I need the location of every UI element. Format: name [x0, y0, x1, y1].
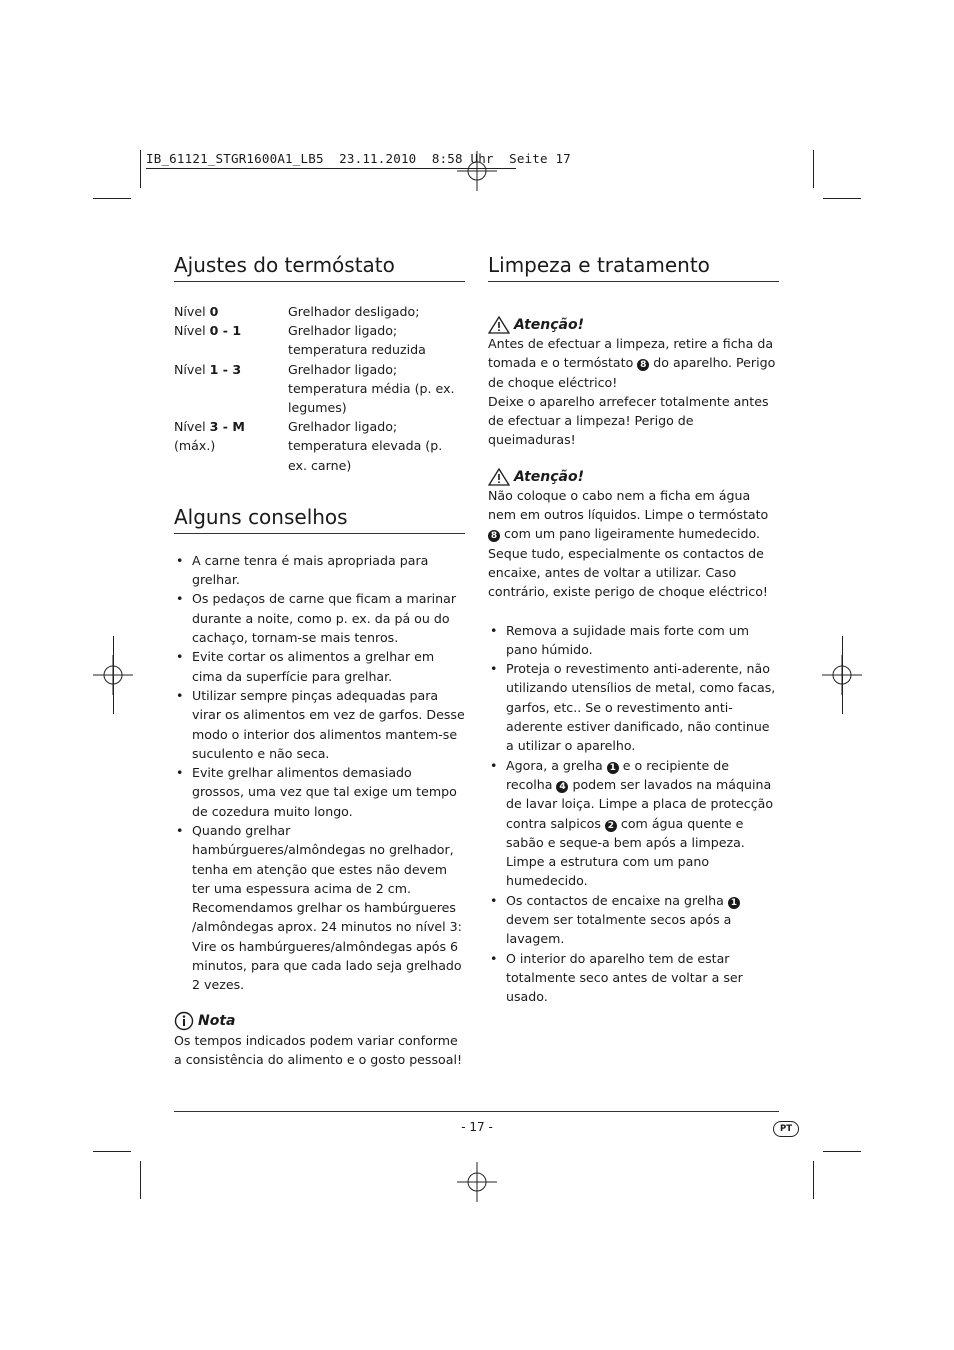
warning-icon	[488, 468, 510, 486]
list-item: • O interior do aparelho tem de estar totalmente seco antes de voltar a ser usado.	[488, 949, 779, 1007]
warning-box	[488, 468, 779, 602]
note-heading	[174, 1011, 465, 1031]
part-reference: 1	[607, 762, 619, 774]
warning-text: Antes de efectuar a limpeza, retire a ficha da tomada e o termóstato 8 do aparelho. Perigo de choque eléctrico!	[488, 336, 776, 390]
footer-divider	[174, 1111, 779, 1112]
cleaning-title: Limpeza e tratamento	[488, 253, 779, 282]
level-description: Grelhador desligado;	[288, 304, 420, 319]
list-item: • Os contactos de encaixe na grelha 1 devem ser totalmente secos após a lavagem.	[488, 891, 779, 949]
level-value: 0	[209, 304, 219, 319]
list-item: • Evite grelhar alimentos demasiado grossos, uma vez que tal exige um tempo de cozedura muito longo.	[174, 763, 465, 821]
list-item: • Quando grelhar hambúrgueres/almôndegas no grelhador, tenha em atenção que estes não devem ter uma espessura acima de 2 cm. Recomendamos grelhar os hambúrgueres /almôndegas aprox. 24 minutos no nível 3: Vire os hambúrgueres/almôndegas após 6 minutos, para que cada lado seja grelhado 2 vezes.	[174, 821, 465, 995]
part-reference: 1	[728, 897, 740, 909]
crop-mark	[813, 150, 814, 188]
cleaning-steps-list	[488, 621, 779, 1007]
crop-mark	[140, 150, 141, 188]
warning-box	[488, 316, 779, 450]
list-item: • Os pedaços de carne que ficam a marinar durante a noite, como p. ex. da pá ou do cachaço, tornam-se mais tenros.	[174, 589, 465, 647]
crop-mark	[93, 1151, 131, 1152]
part-reference: 8	[488, 530, 500, 542]
list-item: • Remova a sujidade mais forte com um pano húmido.	[488, 621, 779, 660]
left-column	[174, 253, 465, 1069]
page-number: - 17 -	[461, 1120, 493, 1134]
list-item: • Proteja o revestimento anti-aderente, não utilizando utensílios de metal, como facas, garfos, etc.. Se o revestimento anti-aderente estiver danificado, não continue a utilizar o aparelho.	[488, 659, 779, 755]
registration-mark-icon	[457, 151, 497, 191]
thermostat-row: Nível 1 - 3 Grelhador ligado; temperatura média (p. ex. legumes)	[174, 360, 465, 418]
crop-mark	[823, 198, 861, 199]
language-badge: PT	[773, 1121, 799, 1137]
crop-mark	[842, 636, 843, 714]
warning-icon	[488, 316, 510, 334]
part-reference: 4	[556, 781, 568, 793]
level-description: Grelhador ligado; temperatura elevada (p. ex. carne)	[288, 419, 443, 473]
list-item: • Evite cortar os alimentos a grelhar em cima da superfície para grelhar.	[174, 647, 465, 686]
warning-text: Deixe o aparelho arrefecer totalmente antes de efectuar a limpeza! Perigo de queimaduras!	[488, 393, 769, 448]
crop-mark	[823, 1151, 861, 1152]
part-reference: 8	[637, 359, 649, 371]
thermostat-row: Nível 0 - 1 Grelhador ligado; temperatura reduzida	[174, 321, 465, 359]
level-description: Grelhador ligado; temperatura reduzida	[288, 323, 426, 358]
level-description: Grelhador ligado; temperatura média (p. ex. legumes)	[288, 361, 455, 416]
thermostat-row: Nível 3 - M (máx.) Grelhador ligado; temperatura elevada (p. ex. carne)	[174, 417, 465, 475]
crop-mark	[93, 198, 131, 199]
crop-mark	[140, 1161, 141, 1199]
tips-title: Alguns conselhos	[174, 505, 465, 534]
info-icon	[174, 1011, 194, 1031]
note-box	[174, 1011, 465, 1070]
list-item: • A carne tenra é mais apropriada para grelhar.	[174, 551, 465, 590]
note-text: Os tempos indicados podem variar conforme a consistência do alimento e o gosto pessoal!	[174, 1032, 463, 1067]
crop-mark	[113, 636, 114, 714]
thermostat-row: Nível 0 Grelhador desligado;	[174, 302, 465, 321]
thermostat-table	[174, 302, 465, 475]
note-title: Nota	[198, 1012, 236, 1029]
tips-list	[174, 551, 465, 995]
level-value: 1 - 3	[209, 361, 242, 377]
level-value: 0 - 1	[209, 323, 242, 339]
right-column	[488, 253, 779, 1007]
warning-heading	[488, 316, 779, 334]
list-item: • Utilizar sempre pinças adequadas para virar os alimentos em vez de garfos. Desse modo o interior dos alimentos mantem-se suculento e não seca.	[174, 686, 465, 763]
warning-text: Não coloque o cabo nem a ficha em água nem em outros líquidos. Limpe o termóstato 8 com um pano ligeiramente humedecido. Seque tudo, especialmente os contactos de encaixe, antes de voltar a utilizar. Caso contrário, existe perigo de choque eléctrico!	[488, 487, 769, 600]
list-item: • Agora, a grelha 1 e o recipiente de recolha 4 podem ser lavados na máquina de lavar loiça. Limpe a placa de protecção contra salpicos 2 com água quente e sabão e seque-a bem após a limpeza. Limpe a estrutura com um pano humedecido.	[488, 756, 779, 891]
part-reference: 2	[605, 820, 617, 832]
crop-mark	[813, 1161, 814, 1199]
print-header: IB_61121_STGR1600A1_LB5 23.11.2010 8:58 Uhr Seite 17	[146, 151, 571, 166]
warning-heading	[488, 468, 779, 486]
level-value: 3 - M	[209, 419, 245, 435]
warning-title: Atenção!	[514, 317, 584, 333]
warning-title: Atenção!	[514, 468, 584, 485]
thermostat-title: Ajustes do termóstato	[174, 253, 465, 282]
registration-mark-icon	[457, 1162, 497, 1202]
